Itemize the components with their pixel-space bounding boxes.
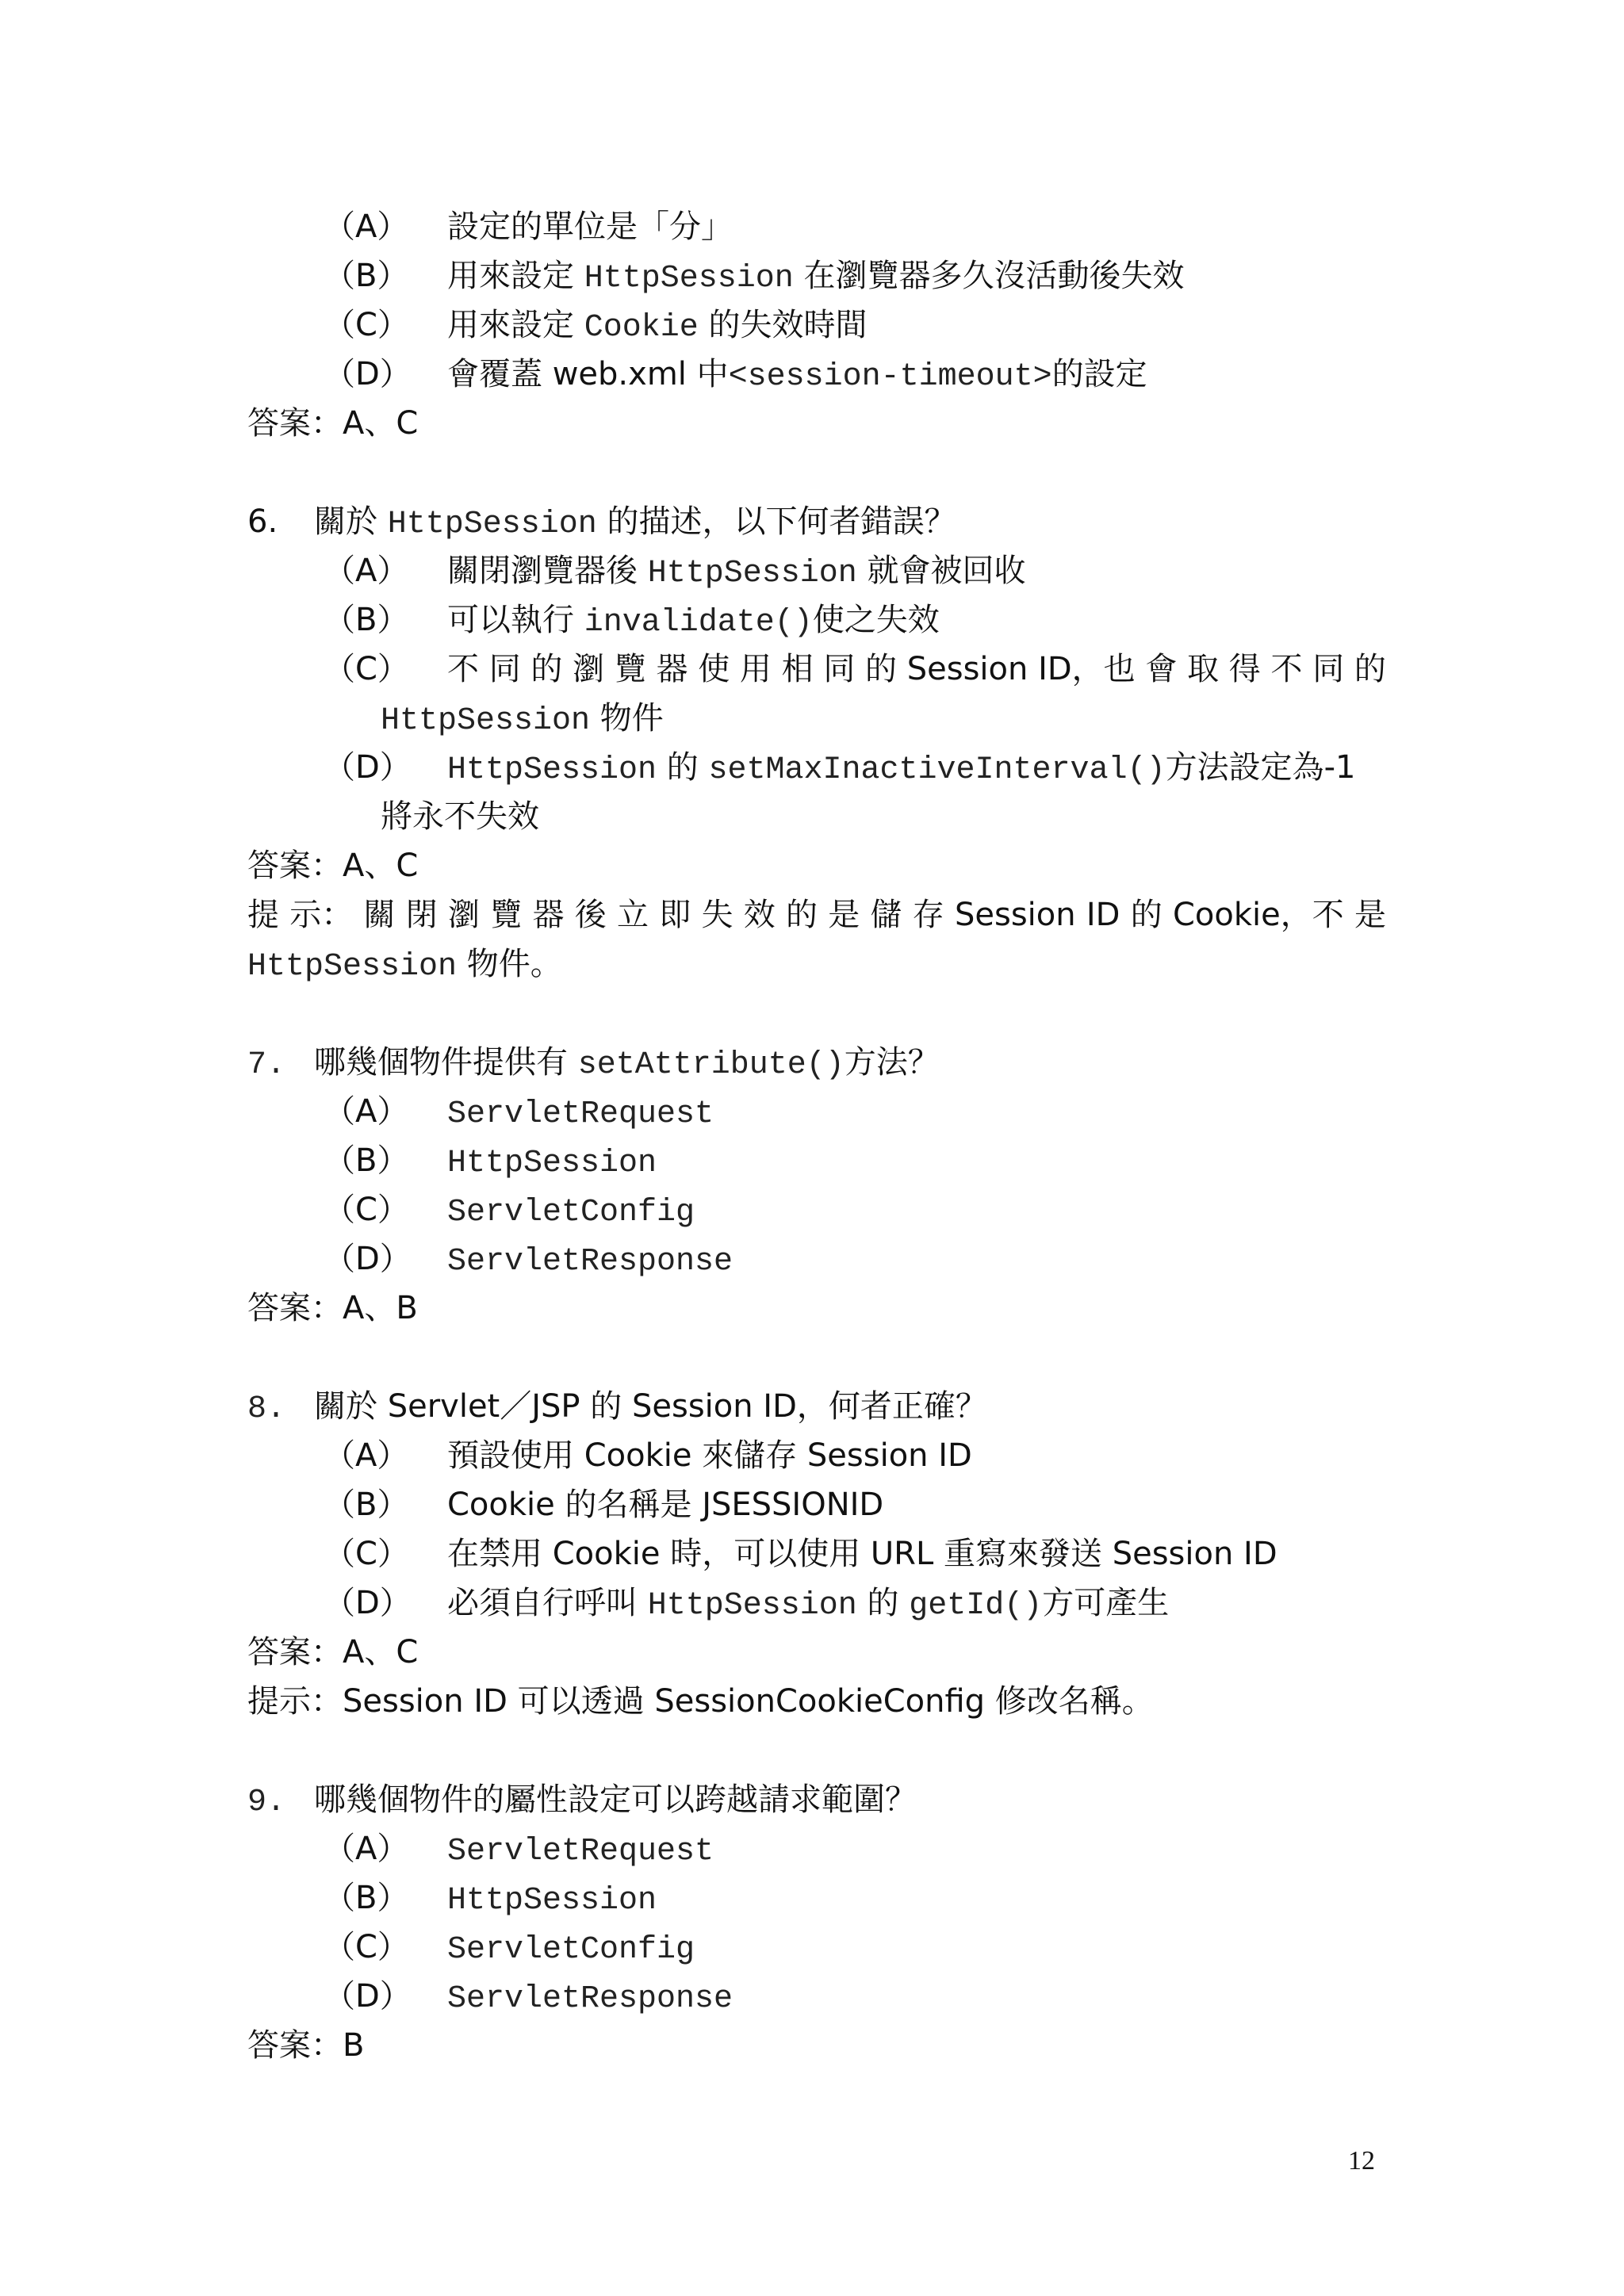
question-6-answer: 答案：A、C [247, 848, 419, 884]
question-9-option-d [247, 1972, 1386, 2021]
question-9-number: 9. [247, 1785, 286, 1820]
option-label: （A） [324, 209, 409, 245]
question-6-option-a: （A） 關閉瀏覽器後 HttpSession 就會被回收 [324, 553, 1026, 591]
word: 示： [289, 897, 354, 933]
question-7-answer: 答案：A、B [247, 1290, 418, 1326]
question-8-option-c: （C） 在禁用 Cookie 時，可以使用 URL 重寫來發送 Session ID [324, 1536, 1277, 1572]
option-text: 設定的單位是「分」 [447, 209, 733, 245]
question-9-stem: 9. 哪幾個物件的屬性設定可以跨越請求範圍？ [247, 1775, 1386, 1824]
option-label: （C） [324, 1929, 409, 1965]
question-7-option-c [247, 1185, 1386, 1234]
question-7-option-d [247, 1234, 1386, 1284]
option-label: （D） [324, 1978, 412, 2015]
question-9-option-c [247, 1923, 1386, 1972]
word: 覽 [614, 651, 646, 687]
question-9-option-b [247, 1873, 1386, 1923]
word: 關 [363, 897, 396, 933]
question-8-option-d: （D） 必須自行呼叫 HttpSession 的 getId()方可產生 [324, 1585, 1170, 1624]
word: 的 [786, 897, 818, 933]
word: 同 [488, 651, 521, 687]
word: 的 [1354, 651, 1386, 687]
question-5-option-d [247, 350, 1386, 399]
word: 器 [532, 897, 565, 933]
question-5-option-c [247, 300, 1386, 350]
question-8-stem: 8. 關於 Servlet／JSP 的 Session ID，何者正確？ [247, 1382, 1386, 1431]
word: 閉 [405, 897, 438, 933]
option-label: （A） [324, 1831, 409, 1867]
word: 不 [1270, 651, 1303, 687]
question-7-option-b [247, 1136, 1386, 1185]
word: Session [955, 897, 1076, 933]
question-9-options [247, 1824, 1386, 2021]
word: 覽 [490, 897, 523, 933]
question-6-number: 6. [247, 503, 278, 540]
question-8-hint: 提示：Session ID 可以透過 SessionCookieConfig 修改名稱。 [247, 1683, 1154, 1720]
option-text: ServletResponse [447, 1244, 733, 1280]
page-number: 12 [1348, 2146, 1375, 2175]
option-text: ServletResponse [447, 1981, 733, 2017]
question-9-answer: 答案：B [247, 2027, 365, 2064]
question-6-hint-continued: HttpSession 物件。 [247, 946, 562, 985]
option-text: 用來設定 Cookie 的失效時間 [447, 307, 868, 346]
word: 會 [1145, 651, 1178, 687]
option-text: 會覆蓋 web.xml 中<session-timeout>的設定 [447, 356, 1147, 395]
word: 存 [912, 897, 944, 933]
word: 同 [823, 651, 856, 687]
word: 瀏 [573, 651, 605, 687]
word: 的 [530, 651, 563, 687]
word: 不 [447, 651, 479, 687]
word: 是 [1354, 897, 1386, 933]
option-text: 用來設定 HttpSession 在瀏覽器多久沒活動後失效 [447, 258, 1185, 297]
option-text: HttpSession [447, 1146, 657, 1181]
word: 器 [656, 651, 688, 687]
word: 取 [1187, 651, 1220, 687]
question-6-option-c-continued: HttpSession 物件 [381, 700, 664, 739]
word: Cookie，不 [1172, 897, 1344, 933]
option-text: ServletConfig [447, 1932, 695, 1968]
document-content [247, 202, 1386, 2070]
option-label: （A） [324, 1093, 409, 1130]
word: 同 [1312, 651, 1345, 687]
word: 瀏 [448, 897, 480, 933]
word: ID，也 [1038, 651, 1136, 687]
option-text: ServletRequest [447, 1834, 714, 1869]
word: 效 [743, 897, 776, 933]
question-8-option-b: （B） Cookie 的名稱是 JSESSIONID [324, 1487, 884, 1523]
option-label: （B） [324, 258, 409, 294]
option-label: （B） [324, 1142, 409, 1179]
word: 使 [698, 651, 730, 687]
word: 儲 [870, 897, 902, 933]
question-6-stem: 6. 關於 HttpSession 的描述，以下何者錯誤？ [247, 497, 1386, 546]
word: 的 [1130, 897, 1162, 933]
question-8-number: 8. [247, 1391, 286, 1427]
option-text: HttpSession [447, 1883, 657, 1919]
word: 提 [247, 897, 279, 933]
question-8-option-a: （A） 預設使用 Cookie 來儲存 Session ID [324, 1437, 972, 1474]
question-5-option-a [247, 202, 1386, 251]
option-label: （D） [324, 356, 412, 392]
word: 失 [701, 897, 733, 933]
question-7-options [247, 1087, 1386, 1284]
word: 得 [1228, 651, 1261, 687]
question-5-option-b [247, 251, 1386, 300]
option-label: （C） [324, 307, 409, 343]
word: 即 [659, 897, 691, 933]
question-8-answer: 答案：A、C [247, 1634, 419, 1670]
option-text: ServletRequest [447, 1096, 714, 1132]
question-6-hint [247, 890, 1386, 939]
word: 用 [739, 651, 772, 687]
question-6-option-d: （D） HttpSession 的 setMaxInactiveInterval()方法設定為-1 [324, 749, 1356, 788]
option-label: （B） [324, 1880, 409, 1916]
question-7-option-a [247, 1087, 1386, 1136]
word: 相 [781, 651, 814, 687]
question-7-number: 7. [247, 1047, 286, 1083]
word: 立 [617, 897, 649, 933]
word: Session [906, 651, 1028, 687]
question-7-stem: 7. 哪幾個物件提供有 setAttribute()方法？ [247, 1038, 1386, 1087]
word: 的 [865, 651, 898, 687]
question-6-option-c: （C） 不 同 的 瀏 覽 器 使 用 相 同 的 Session ID，也 會 取 得 不 同 的 [247, 645, 1386, 694]
question-6-option-b: （B） 可以執行 invalidate()使之失效 [324, 602, 940, 641]
word: ID [1086, 897, 1120, 933]
question-5-answer: 答案：A、C [247, 405, 419, 442]
option-label: （C） [324, 1192, 409, 1228]
question-5-options [247, 202, 1386, 399]
option-text: ServletConfig [447, 1195, 695, 1230]
word: 後 [574, 897, 607, 933]
question-9-option-a [247, 1824, 1386, 1873]
option-label: （D） [324, 1241, 412, 1277]
question-6-option-d-continued: 將永不失效 [381, 798, 539, 835]
word: 是 [828, 897, 860, 933]
